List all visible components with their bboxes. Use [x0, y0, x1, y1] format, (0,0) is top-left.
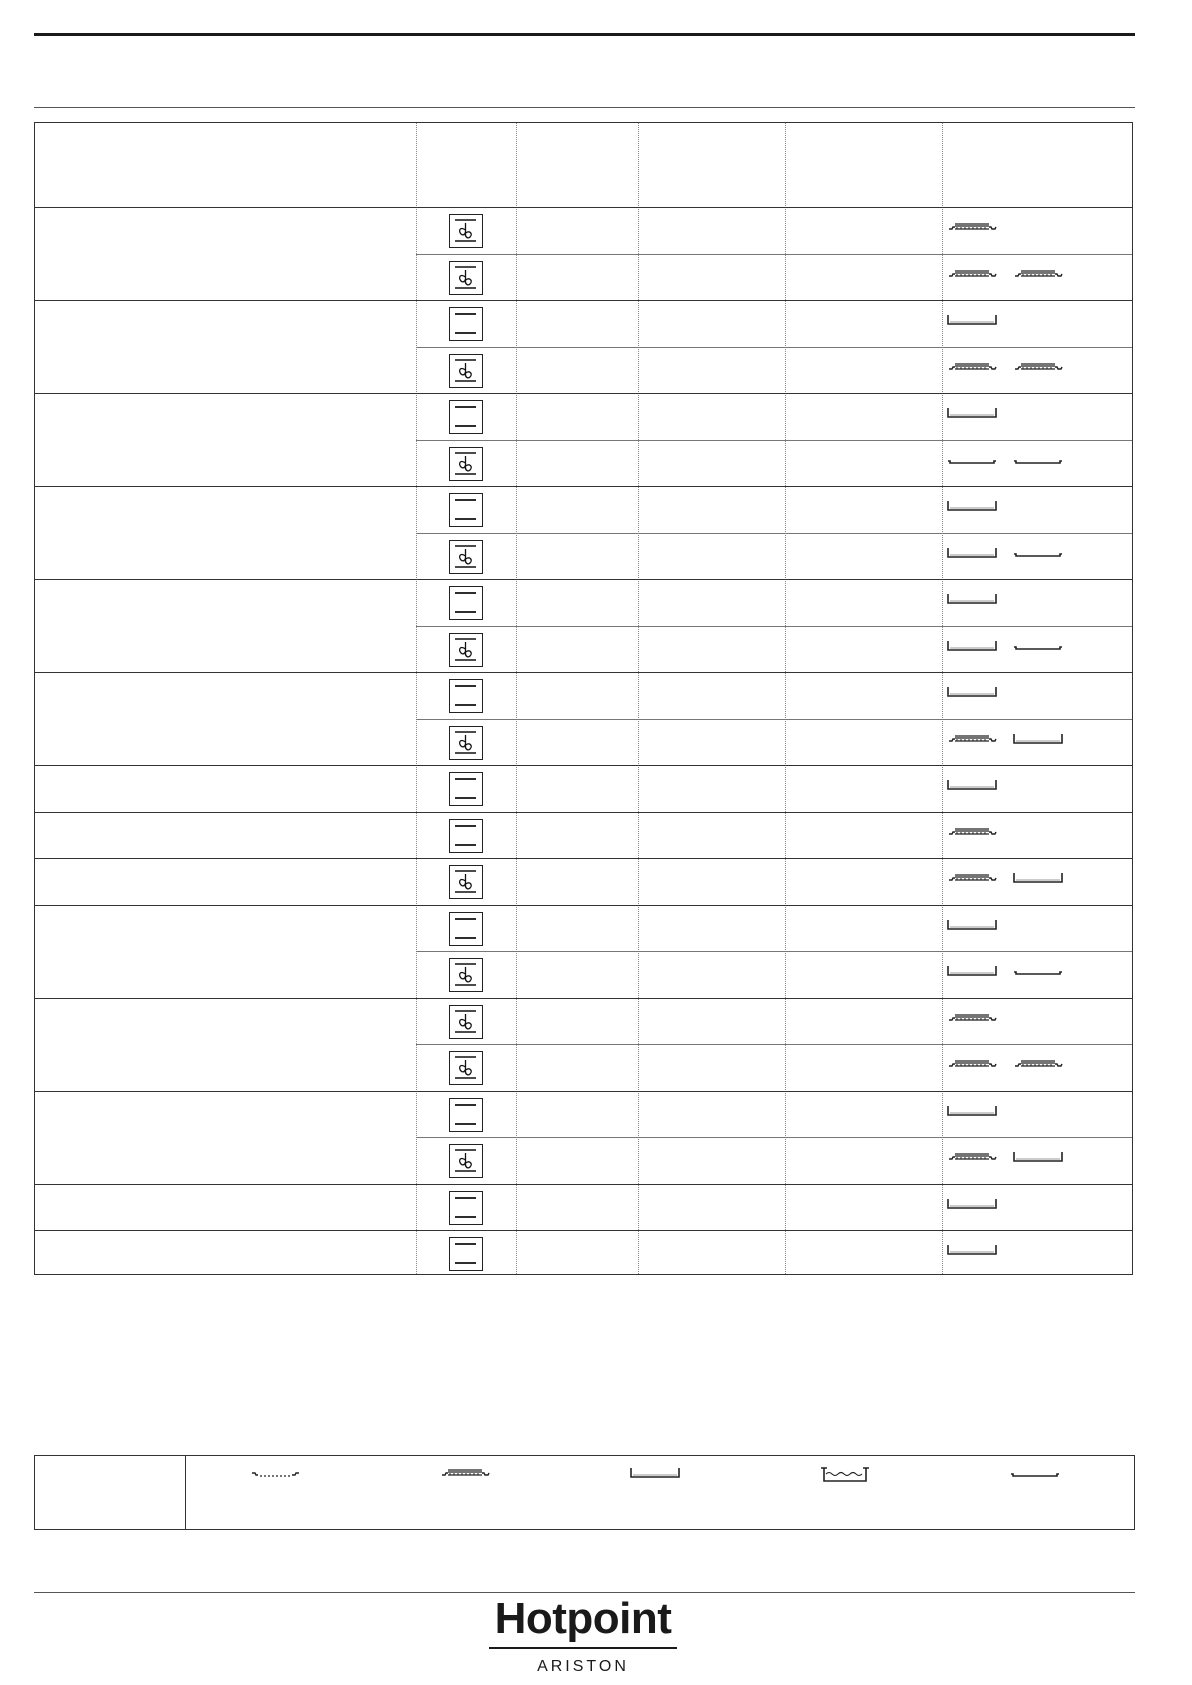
table-row: [35, 533, 1132, 579]
baking-tray-icon: [1013, 871, 1065, 899]
baking-tray-icon: [947, 639, 999, 667]
static-mode-icon: [449, 307, 483, 341]
static-mode-icon: [449, 772, 483, 806]
table-row: [35, 254, 1132, 300]
merged-cell-mask: [35, 533, 416, 535]
table-row: [35, 626, 1132, 672]
wire-rack-icon: [947, 220, 999, 248]
merged-cell-mask: [35, 626, 416, 628]
table-row: [35, 1044, 1132, 1090]
table-row: [35, 440, 1132, 486]
fan-mode-icon: [449, 958, 483, 992]
baking-tray-icon: [947, 1197, 999, 1225]
baking-tray-icon: [947, 592, 999, 620]
shallow-tray-icon: [1013, 964, 1065, 992]
static-mode-icon: [449, 1237, 483, 1271]
fan-mode-icon: [449, 865, 483, 899]
baking-tray-icon: [1013, 1150, 1065, 1178]
wire-rack-icon: [947, 1011, 999, 1039]
baking-tray-icon: [947, 546, 999, 574]
table-row: [35, 672, 1132, 718]
baking-tray-icon: [947, 1243, 999, 1271]
wire-rack-icon: [1013, 1057, 1065, 1085]
wire-rack-icon: [947, 825, 999, 853]
wire-rack-icon: [947, 1150, 999, 1178]
table-row: [35, 300, 1132, 346]
accessories-legend: [34, 1455, 1135, 1530]
baking-tray-icon: [947, 1104, 999, 1132]
table-row: [35, 347, 1132, 393]
table-row: [35, 1230, 1132, 1276]
brand-underline: [489, 1647, 677, 1649]
merged-cell-mask: [35, 440, 416, 442]
shallow-tray-icon: [1013, 639, 1065, 667]
shallow-tray-icon: [1013, 546, 1065, 574]
table-row: [35, 1184, 1132, 1230]
shallow-tray-icon: [1013, 453, 1065, 481]
static-mode-icon: [449, 493, 483, 527]
static-mode-icon: [449, 1191, 483, 1225]
legend-shallow-tray-icon: [1010, 1466, 1062, 1485]
static-mode-icon: [449, 819, 483, 853]
fan-mode-icon: [449, 1005, 483, 1039]
brand-subname: ARISTON: [537, 1658, 629, 1675]
wire-rack-icon: [947, 871, 999, 899]
merged-cell-mask: [35, 719, 416, 721]
legend-wire-rack-icon: [440, 1466, 492, 1485]
table-row: [35, 812, 1132, 858]
fan-mode-icon: [449, 633, 483, 667]
fan-mode-icon: [449, 214, 483, 248]
baking-tray-icon: [947, 964, 999, 992]
shallow-tray-icon: [947, 453, 999, 481]
static-mode-icon: [449, 679, 483, 713]
merged-cell-mask: [35, 254, 416, 256]
baking-tray-icon: [947, 918, 999, 946]
wire-rack-icon: [947, 360, 999, 388]
fan-mode-icon: [449, 1144, 483, 1178]
static-mode-icon: [449, 912, 483, 946]
legend-baking-tray-icon: [630, 1466, 682, 1485]
table-row: [35, 998, 1132, 1044]
fan-mode-icon: [449, 1051, 483, 1085]
legend-drip-tray-icon: [820, 1466, 872, 1489]
cooking-table: [34, 122, 1133, 1275]
merged-cell-mask: [35, 347, 416, 349]
table-row: [35, 486, 1132, 532]
wire-rack-icon: [1013, 267, 1065, 295]
table-row: [35, 1091, 1132, 1137]
static-mode-icon: [449, 1098, 483, 1132]
baking-tray-icon: [947, 499, 999, 527]
legend-plain-rack-icon: [250, 1466, 302, 1485]
table-row: [35, 905, 1132, 951]
wire-rack-icon: [1013, 360, 1065, 388]
table-row: [35, 207, 1132, 253]
fan-mode-icon: [449, 540, 483, 574]
fan-mode-icon: [449, 726, 483, 760]
baking-tray-icon: [1013, 732, 1065, 760]
baking-tray-icon: [947, 406, 999, 434]
fan-mode-icon: [449, 447, 483, 481]
merged-cell-mask: [35, 1137, 416, 1139]
brand-logo: [480, 1595, 686, 1677]
wire-rack-icon: [947, 732, 999, 760]
fan-mode-icon: [449, 261, 483, 295]
table-row: [35, 393, 1132, 439]
legend-divider: [185, 1456, 186, 1529]
footer-rule: [34, 1592, 1135, 1593]
top-rule: [34, 33, 1135, 36]
baking-tray-icon: [947, 685, 999, 713]
brand-name: Hotpoint: [494, 1594, 672, 1643]
table-row: [35, 579, 1132, 625]
table-row: [35, 1137, 1132, 1183]
merged-cell-mask: [35, 951, 416, 953]
static-mode-icon: [449, 586, 483, 620]
static-mode-icon: [449, 400, 483, 434]
merged-cell-mask: [35, 1044, 416, 1046]
header-rule: [34, 107, 1135, 108]
baking-tray-icon: [947, 313, 999, 341]
fan-mode-icon: [449, 354, 483, 388]
table-row: [35, 951, 1132, 997]
baking-tray-icon: [947, 778, 999, 806]
table-row: [35, 858, 1132, 904]
table-row: [35, 765, 1132, 811]
wire-rack-icon: [947, 1057, 999, 1085]
wire-rack-icon: [947, 267, 999, 295]
table-row: [35, 719, 1132, 765]
